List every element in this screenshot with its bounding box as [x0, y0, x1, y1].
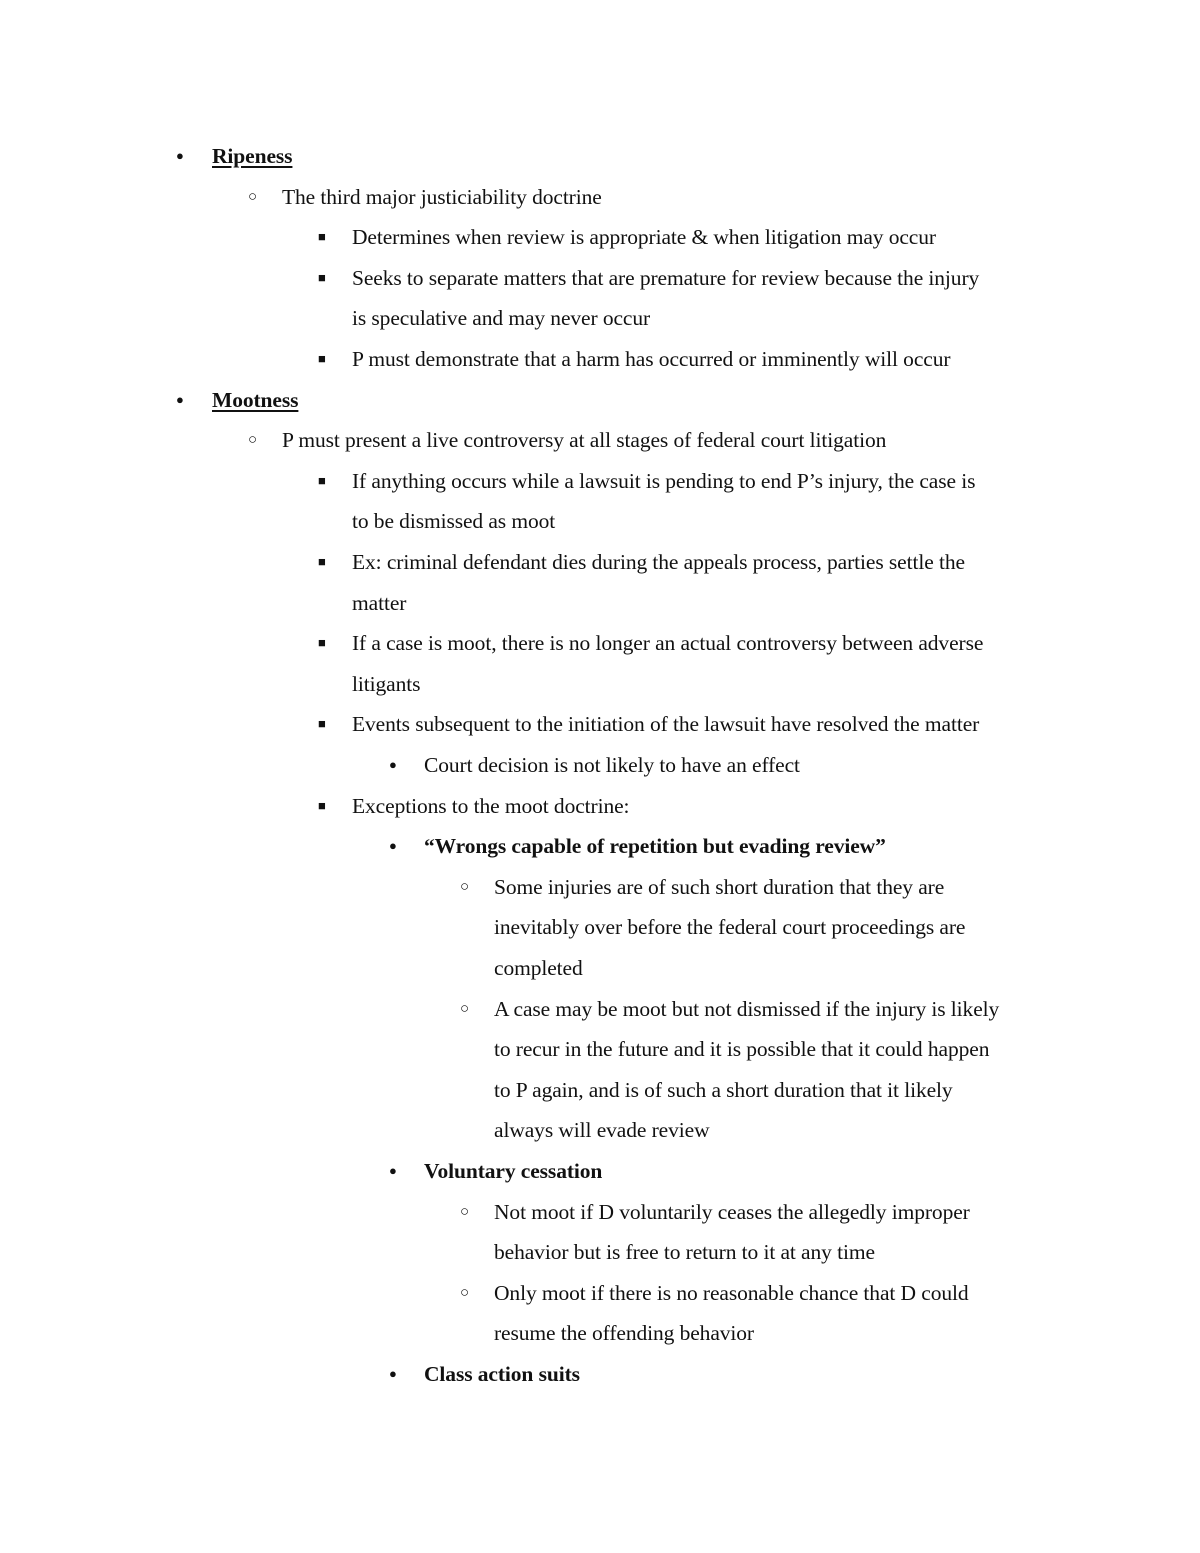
- list-item-text: Not moot if D voluntarily ceases the allegedly improper: [494, 1199, 970, 1224]
- list-item-text: Events subsequent to the initiation of the lawsuit have resolved the matter: [352, 712, 980, 737]
- list-item-text: Seeks to separate matters that are premature for review because the injury: [352, 265, 980, 290]
- list-item-text: Voluntary cessation: [424, 1159, 603, 1183]
- bullet-marker: ●: [389, 838, 397, 854]
- list-item-continuation: inevitably over before the federal court proceedings are: [494, 915, 966, 940]
- bullet-marker: ■: [318, 351, 326, 366]
- bullet-marker: ■: [318, 716, 326, 732]
- bullet-marker: ■: [318, 554, 326, 569]
- section-heading: Ripeness: [212, 144, 293, 168]
- list-item-text: Class action suits: [424, 1362, 580, 1386]
- list-item-text: Exceptions to the moot doctrine:: [352, 793, 630, 818]
- section-heading: Mootness: [212, 387, 299, 412]
- list-item-text: Only moot if there is no reasonable chance that D could: [494, 1280, 969, 1305]
- list-item-text: A case may be moot but not dismissed if the injury is likely: [494, 996, 1000, 1021]
- list-item-continuation: to recur in the future and it is possible that it could happen: [494, 1037, 990, 1062]
- bullet-marker: ●: [389, 1366, 397, 1381]
- bullet-marker: ■: [318, 472, 326, 488]
- bullet-marker: ■: [318, 635, 326, 651]
- list-item-text: P must present a live controversy at all stages of federal court litigation: [282, 428, 887, 453]
- bullet-marker: ●: [176, 391, 184, 407]
- bullet-marker: ●: [176, 148, 184, 163]
- bullet-marker: ○: [460, 1203, 470, 1220]
- list-item-text: If a case is moot, there is no longer an actual controversy between adverse: [352, 631, 984, 656]
- list-item-continuation: completed: [494, 956, 583, 980]
- list-item-text: P must demonstrate that a harm has occurred or imminently will occur: [352, 347, 951, 371]
- list-item-text: Ex: criminal defendant dies during the appeals process, parties settle the: [352, 550, 965, 574]
- bullet-marker: ■: [318, 269, 326, 285]
- list-item-continuation: is speculative and may never occur: [352, 306, 651, 331]
- list-item-continuation: resume the offending behavior: [494, 1321, 754, 1346]
- list-item-text: If anything occurs while a lawsuit is pending to end P’s injury, the case is: [352, 468, 976, 493]
- bullet-marker: ○: [460, 878, 470, 895]
- bullet-marker: ■: [318, 229, 326, 245]
- list-item-continuation: to be dismissed as moot: [352, 509, 556, 534]
- bullet-marker: ○: [460, 1000, 470, 1017]
- bullet-marker: ○: [248, 188, 258, 205]
- bullet-marker: ●: [389, 1163, 397, 1178]
- list-item-continuation: matter: [352, 590, 407, 615]
- list-item-continuation: litigants: [352, 671, 421, 696]
- list-item-text: Some injuries are of such short duration that they are: [494, 874, 945, 899]
- list-item-text: Court decision is not likely to have an effect: [424, 753, 800, 777]
- list-item-continuation: behavior but is free to return to it at any time: [494, 1240, 875, 1265]
- bullet-marker: ○: [248, 432, 258, 449]
- bullet-marker: ■: [318, 797, 326, 813]
- bullet-marker: ●: [389, 757, 397, 772]
- list-item-text: The third major justiciability doctrine: [282, 184, 602, 209]
- list-item-text: Determines when review is appropriate & when litigation may occur: [352, 225, 936, 250]
- list-item-continuation: always will evade review: [494, 1118, 710, 1143]
- list-item-continuation: to P again, and is of such a short duration that it likely: [494, 1077, 953, 1102]
- bullet-marker: ○: [460, 1284, 470, 1301]
- list-item-text: “Wrongs capable of repetition but evading review”: [424, 834, 886, 859]
